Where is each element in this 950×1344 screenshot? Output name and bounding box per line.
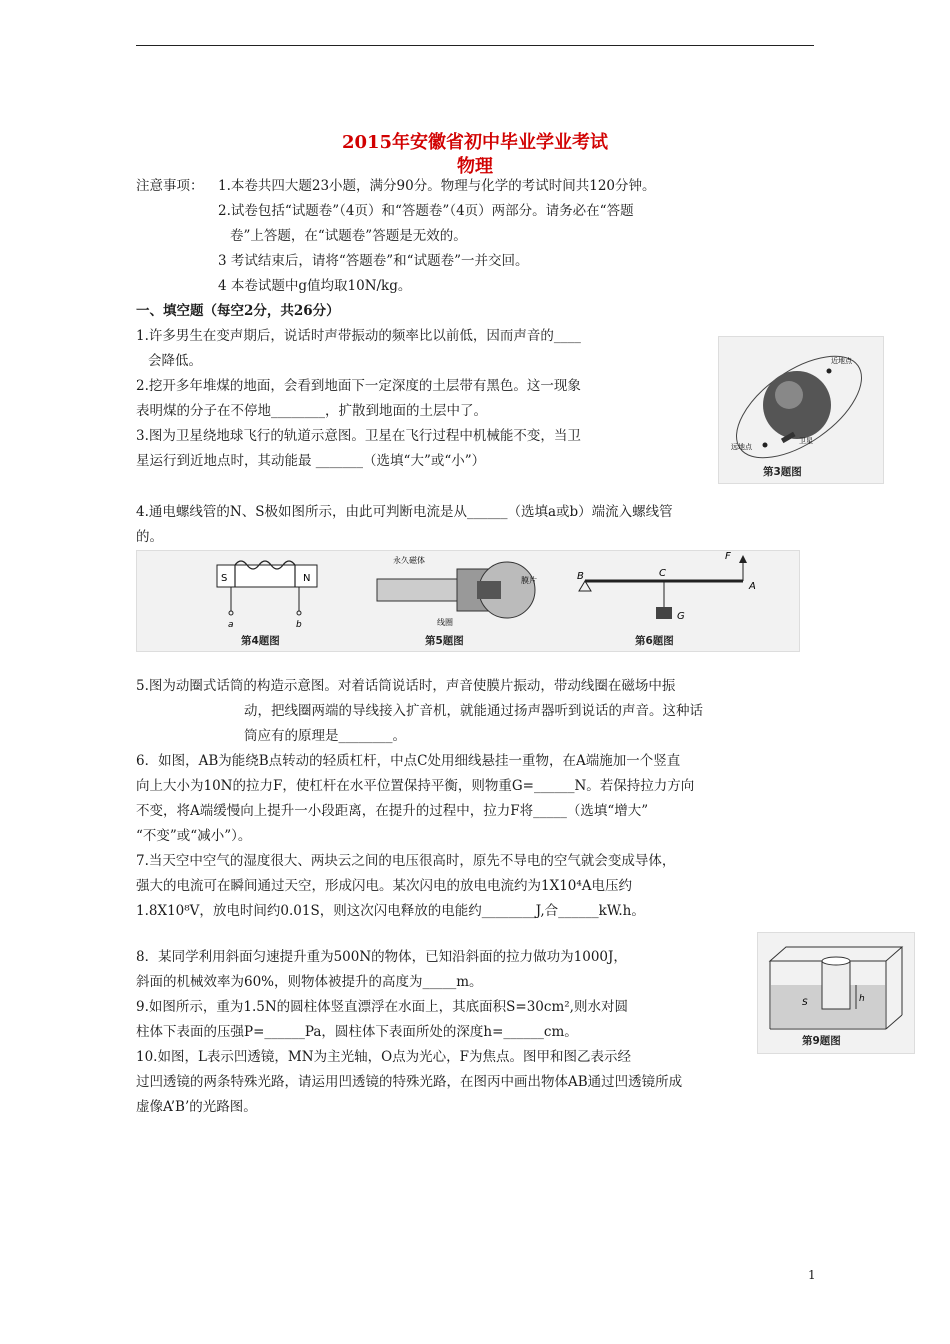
figure-9 — [757, 932, 915, 1054]
q3-line1: 3.图为卫星绕地球飞行的轨道示意图。卫星在飞行过程中机械能不变，当卫 — [136, 428, 581, 444]
q2-line1: 2.挖开多年堆煤的地面，会看到地面下一定深度的土层带有黑色。这一现象 — [136, 378, 581, 394]
q6-line4: “不变”或“减小”）。 — [136, 828, 252, 844]
q4-line2: 的。 — [136, 529, 163, 545]
exam-title: 2015年安徽省初中毕业学业考试 — [341, 132, 609, 153]
q5-line2: 动，把线圈两端的导线接入扩音机，就能通过扬声器听到说话的声音。这种话 — [244, 703, 703, 719]
q10-line2: 过凹透镜的两条特殊光路，请运用凹透镜的特殊光路，在图丙中画出物体AB通过凹透镜所成 — [136, 1074, 683, 1090]
q9-line1: 9.如图所示，重为1.5N的圆柱体竖直漂浮在水面上，其底面积S=30cm²,则水对圆 — [136, 999, 628, 1015]
figures-4-5-6 — [136, 550, 800, 652]
q6-line1: 6．如图，AB为能绕B点转动的轻质杠杆，中点C处用细线悬挂一重物，在A端施加一个竖直 — [136, 753, 681, 769]
terminal-b-label: b — [296, 620, 302, 630]
far-point-label: 远地点 — [731, 443, 752, 451]
lever-c-label: C — [659, 568, 666, 579]
magnet-label: 永久磁体 — [393, 556, 425, 565]
q2-line2: 表明煤的分子在不停地________，扩散到地面的土层中了。 — [136, 403, 487, 419]
figure-9-caption: 第9题图 — [802, 1035, 841, 1047]
near-point-label: 近地点 — [831, 357, 852, 365]
q8-line1: 8．某同学利用斜面匀速提升重为500N的物体，已知沿斜面的拉力做功为1000J， — [136, 949, 627, 965]
q7-line2: 强大的电流可在瞬间通过天空，形成闪电。某次闪电的放电电流约为1X10⁴A电压约 — [136, 878, 633, 894]
q10-line1: 10.如图，L表示凹透镜，MN为主光轴，O点为光心，F为焦点。图甲和图乙表示经 — [136, 1049, 632, 1065]
q4-line1: 4.通电螺线管的N、S极如图所示，由此可判断电流是从______（选填a或b）端流入螺线管 — [136, 504, 673, 520]
q10-line3: 虚像A’B’的光路图。 — [136, 1099, 257, 1115]
film-label: 膜片 — [521, 576, 537, 585]
figure-4-caption: 第4题图 — [241, 635, 280, 647]
solenoid-n-label: N — [303, 573, 311, 584]
q7-line3: 1.8X10⁸V，放电时间约0.01S，则这次闪电释放的电能约________J,合______kW.h。 — [136, 903, 645, 919]
satellite-label: 卫星 — [799, 437, 813, 445]
q6-line3: 不变，将A端缓慢向上提升一小段距离，在提升的过程中，拉力F将_____（选填“增大” — [136, 803, 649, 819]
lever-a-label: A — [749, 581, 756, 592]
note-1: 1.本卷共四大题23小题，满分90分。物理与化学的考试时间共120分钟。 — [218, 178, 656, 194]
figure-3-caption: 第3题图 — [763, 466, 802, 478]
q5-line3: 筒应有的原理是________。 — [244, 728, 406, 744]
figure-6-caption: 第6题图 — [635, 635, 674, 647]
force-f-label: F — [725, 551, 731, 562]
q1-line2: 会降低。 — [148, 353, 202, 369]
q7-line1: 7.当天空中空气的湿度很大、两块云之间的电压很高时，原先不导电的空气就会变成导体， — [136, 853, 676, 869]
figure-5-caption: 第5题图 — [425, 635, 464, 647]
q8-line2: 斜面的机械效率为60%，则物体被提升的高度为_____m。 — [136, 974, 483, 990]
header-rule — [136, 45, 814, 46]
q3-line2: 星运行到近地点时，其动能最 _______（选填“大”或“小”） — [136, 453, 486, 469]
section-heading: 一、填空题（每空2分，共26分） — [136, 303, 340, 319]
q9-line2: 柱体下表面的压强P=______Pa，圆柱体下表面所处的深度h=______cm。 — [136, 1024, 578, 1040]
q5-line1: 5.图为动圈式话筒的构造示意图。对着话筒说话时，声音使膜片振动，带动线圈在磁场中振 — [136, 678, 676, 694]
solenoid-s-label: S — [221, 573, 228, 584]
coil-label: 线圈 — [437, 618, 453, 627]
note-2a: 2.试卷包括“试题卷”（4页）和“答题卷”（4页）两部分。请务必在“答题 — [218, 203, 634, 219]
note-3: 3 考试结束后，请将“答题卷”和“试题卷”一并交回。 — [218, 253, 529, 269]
satellite-orbit-diagram — [719, 337, 883, 483]
lever-b-label: B — [577, 571, 584, 582]
figures-4-5-6-drawing — [137, 551, 799, 651]
weight-g-label: G — [677, 611, 685, 622]
depth-h-label: h — [859, 994, 865, 1004]
terminal-a-label: a — [228, 620, 234, 630]
note-4: 4 本卷试题中g值均取10N/kg。 — [218, 278, 412, 294]
q1-line1: 1.许多男生在变声期后，说话时声带振动的频率比以前低，因而声音的____ — [136, 328, 581, 344]
figure-3 — [718, 336, 884, 484]
page-number: 1 — [808, 1268, 816, 1282]
notes-label: 注意事项： — [136, 178, 204, 194]
q6-line2: 向上大小为10N的拉力F，使杠杆在水平位置保持平衡，则物重G=______N。若保持拉力方向 — [136, 778, 695, 794]
area-s-label: S — [802, 998, 808, 1008]
note-2b: 卷”上答题，在“试题卷”答题是无效的。 — [230, 228, 467, 244]
exam-subject: 物理 — [457, 156, 493, 177]
